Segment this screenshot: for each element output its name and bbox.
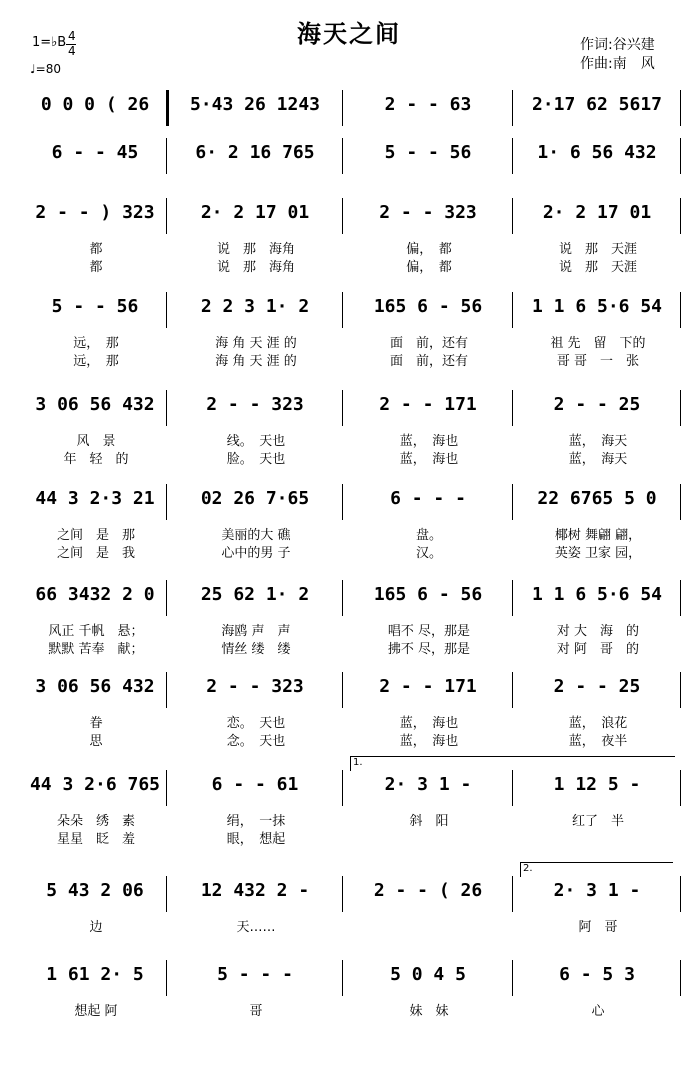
lyric-text: 拂不 尽，那是 [387,642,471,657]
beam-line [358,120,498,121]
lyric-text: 蓝， 夜半 [568,734,628,749]
measure-notes: 3 06 56 432 [35,394,155,415]
measure-notes: 5·43 26 1243 [189,94,321,115]
beam-line [38,610,152,611]
bar-line [342,484,343,520]
beam-line [38,514,152,515]
lyric-text: 线。 天也 [226,434,286,449]
measure-notes: 3 06 56 432 [35,676,155,697]
lyric-text: 海 角 天 涯 的 [215,336,297,351]
beam-line [182,514,328,515]
bar-line [512,484,513,520]
measure-notes: 2 - - 323 [206,394,304,415]
bar-line [512,138,513,174]
beam-line [38,168,152,169]
measure-notes: 2· 3 1 - [553,880,641,901]
composer-credit: 作曲:南 风 [580,56,655,72]
measure-notes: 2 - - ) 323 [35,202,155,223]
measure-notes: 2· 3 1 - [384,774,472,795]
beam-line [528,322,666,323]
bar-line [680,484,681,520]
beam-line [182,168,328,169]
lyric-text: 英姿 卫家 园， [554,546,642,561]
bar-line [342,876,343,912]
beam-line [358,514,498,515]
song-title: 海天之间 [297,20,401,48]
lyric-text: 心 [591,1004,605,1019]
bar-line [512,390,513,426]
bar-line [342,292,343,328]
lyric-text: 蓝， 海天 [568,434,628,449]
lyric-text: 盘。 [415,528,442,543]
beam-line [528,514,666,515]
measure-notes: 2· 2 17 01 [200,202,310,223]
lyric-text: 蓝， 浪花 [568,716,628,731]
lyric-text: 边 [89,920,103,935]
lyric-text: 默默 苦奉 献； [48,642,144,657]
lyric-text: 远， 那 [73,354,119,369]
beam-line [528,420,666,421]
bar-line [166,484,167,520]
lyric-text: 都 [89,242,103,257]
measure-notes: 2 - - ( 26 [373,880,483,901]
measure-notes: 6 - - - [390,488,466,509]
measure-notes: 6 - - 45 [51,142,139,163]
lyric-text: 眷 [89,716,103,731]
beam-line [358,322,498,323]
measure-notes: 44 3 2·6 765 [29,774,161,795]
tempo-marking: ♩=80 [30,62,61,76]
bar-line [342,770,343,806]
measure-notes: 1 12 5 - [553,774,641,795]
bar-line [680,960,681,996]
lyric-text: 都 [89,260,103,275]
lyric-text: 朵朵 绣 素 [56,814,135,829]
bar-line [342,672,343,708]
measure-notes: 0 0 0 ( 26 [40,94,150,115]
measure-notes: 165 6 - 56 [373,296,483,317]
measure-notes: 165 6 - 56 [373,584,483,605]
volta-bracket: 1. [350,756,675,771]
beam-line [528,906,666,907]
beam-line [528,168,666,169]
measure-notes: 66 3432 2 0 [35,584,155,605]
beam-line [528,120,666,121]
measure-notes: 2 - - 171 [379,394,477,415]
lyric-text: 蓝， 海也 [399,452,459,467]
beam-line [528,990,666,991]
lyric-text: 汉。 [415,546,442,561]
bar-line [166,580,167,616]
measure-notes: 5 - - 56 [384,142,472,163]
bar-line [166,292,167,328]
bar-line [680,580,681,616]
bar-line [342,138,343,174]
measure-notes: 5 43 2 06 [46,880,144,901]
bar-line [512,580,513,616]
beam-line [358,990,498,991]
bar-line [166,138,167,174]
bar-line [166,198,167,234]
time-signature-bottom: 4 [68,44,76,58]
lyric-text: 偏， 都 [406,242,452,257]
measure-notes: 5 - - 56 [51,296,139,317]
bar-line [342,390,343,426]
measure-notes: 2 - - 323 [379,202,477,223]
measure-notes: 12 432 2 - [200,880,310,901]
volta-bracket: 2. [520,862,673,877]
bar-line [680,292,681,328]
lyric-text: 面 前，还有 [389,354,468,369]
measure-notes: 02 26 7·65 [200,488,310,509]
beam-line [38,228,152,229]
beam-line [358,228,498,229]
measure-notes: 2 - - 323 [206,676,304,697]
lyric-text: 哥 哥 一 张 [556,354,640,369]
measure-notes: 2· 2 17 01 [542,202,652,223]
beam-line [358,800,498,801]
beam-line [182,800,328,801]
lyric-text: 年 轻 的 [63,452,129,467]
lyric-text: 偏， 都 [406,260,452,275]
beam-line [528,610,666,611]
measure-notes: 2 - - 63 [384,94,472,115]
beam-line [182,906,328,907]
beam-line [528,800,666,801]
lyric-text: 说 那 海角 [216,242,295,257]
key-signature: 1=♭B [32,35,67,50]
time-signature-top: 4 [68,29,76,43]
lyric-text: 风 景 [76,434,116,449]
beam-line [38,702,152,703]
measure-notes: 1 1 6 5·6 54 [531,296,663,317]
measure-notes: 25 62 1· 2 [200,584,310,605]
measure-notes: 1 61 2· 5 [46,964,144,985]
bar-line [680,876,681,912]
beam-line [182,120,328,121]
beam-line [182,702,328,703]
lyric-text: 星星 眨 羞 [56,832,135,847]
lyric-text: 之间 是 那 [56,528,135,543]
lyric-text: 脸。 天也 [226,452,286,467]
lyric-text: 对 大 海 的 [556,624,640,639]
measure-notes: 2·17 62 5617 [531,94,663,115]
lyric-text: 蓝， 海也 [399,716,459,731]
beam-line [528,228,666,229]
bar-line [512,672,513,708]
measure-notes: 1· 6 56 432 [537,142,657,163]
lyric-text: 说 那 天涯 [558,260,637,275]
lyric-text: 斜 阳 [409,814,449,829]
beam-line [38,800,152,801]
bar-line [512,960,513,996]
bar-line [512,292,513,328]
beam-line [358,702,498,703]
repeat-sign-start [166,90,169,126]
beam-line [38,420,152,421]
beam-line [38,322,152,323]
lyric-text: 红了 半 [571,814,624,829]
bar-line [680,672,681,708]
measure-notes: 44 3 2·3 21 [35,488,155,509]
bar-line [680,390,681,426]
lyric-text: 眼， 想起 [226,832,286,847]
lyric-text: 椰树 舞翩 翩， [554,528,642,543]
bar-line [680,770,681,806]
lyric-text: 之间 是 我 [56,546,135,561]
lyric-text: 念。 天也 [226,734,286,749]
beam-line [182,610,328,611]
beam-line [358,906,498,907]
bar-line [512,876,513,912]
bar-line [512,770,513,806]
lyric-text: 蓝， 海也 [399,434,459,449]
lyric-text: 天…… [236,920,276,935]
measure-notes: 22 6765 5 0 [537,488,657,509]
bar-line [342,90,343,126]
measure-notes: 2 - - 25 [553,676,641,697]
beam-line [182,228,328,229]
lyric-text: 祖 先 留 下的 [550,336,646,351]
lyric-text: 海 角 天 涯 的 [215,354,297,369]
bar-line [166,390,167,426]
bar-line [166,770,167,806]
bar-line [680,138,681,174]
beam-line [182,990,328,991]
credits [580,36,655,74]
beam-line [358,420,498,421]
bar-line [680,198,681,234]
measure-notes: 2 - - 171 [379,676,477,697]
lyric-text: 想起 阿 [74,1004,118,1019]
beam-line [358,168,498,169]
bar-line [342,960,343,996]
lyric-text: 美丽的大 礁 [221,528,291,543]
bar-line [166,960,167,996]
bar-line [342,580,343,616]
bar-line [166,876,167,912]
measure-notes: 1 1 6 5·6 54 [531,584,663,605]
bar-line [680,90,681,126]
measure-notes: 2 2 3 1· 2 [200,296,310,317]
measure-notes: 5 - - - [217,964,293,985]
beam-line [38,120,152,121]
measure-notes: 2 - - 25 [553,394,641,415]
measure-notes: 6· 2 16 765 [195,142,315,163]
lyric-text: 风正 千帆 悬； [48,624,144,639]
beam-line [182,420,328,421]
lyricist-credit: 作词:谷兴建 [580,37,655,53]
lyric-text: 哥 [249,1004,263,1019]
beam-line [528,702,666,703]
measure-notes: 5 0 4 5 [390,964,466,985]
lyric-text: 绢， 一抹 [226,814,286,829]
lyric-text: 海鸥 声 声 [221,624,291,639]
lyric-text: 妹 妹 [409,1004,449,1019]
lyric-text: 蓝， 海天 [568,452,628,467]
bar-line [166,672,167,708]
lyric-text: 情丝 缕 缕 [221,642,291,657]
lyric-text: 蓝， 海也 [399,734,459,749]
beam-line [358,610,498,611]
bar-line [512,198,513,234]
lyric-text: 唱不 尽，那是 [387,624,471,639]
lyric-text: 阿 哥 [578,920,618,935]
lyric-text: 对 阿 哥 的 [556,642,640,657]
lyric-text: 远， 那 [73,336,119,351]
lyric-text: 面 前，还有 [389,336,468,351]
lyric-text: 心中的男 子 [221,546,291,561]
beam-line [38,990,152,991]
beam-line [182,322,328,323]
bar-line [342,198,343,234]
lyric-text: 恋。 天也 [226,716,286,731]
lyric-text: 说 那 海角 [216,260,295,275]
bar-line [512,90,513,126]
lyric-text: 思 [89,734,103,749]
measure-notes: 6 - 5 3 [559,964,635,985]
beam-line [38,906,152,907]
measure-notes: 6 - - 61 [211,774,299,795]
lyric-text: 说 那 天涯 [558,242,637,257]
